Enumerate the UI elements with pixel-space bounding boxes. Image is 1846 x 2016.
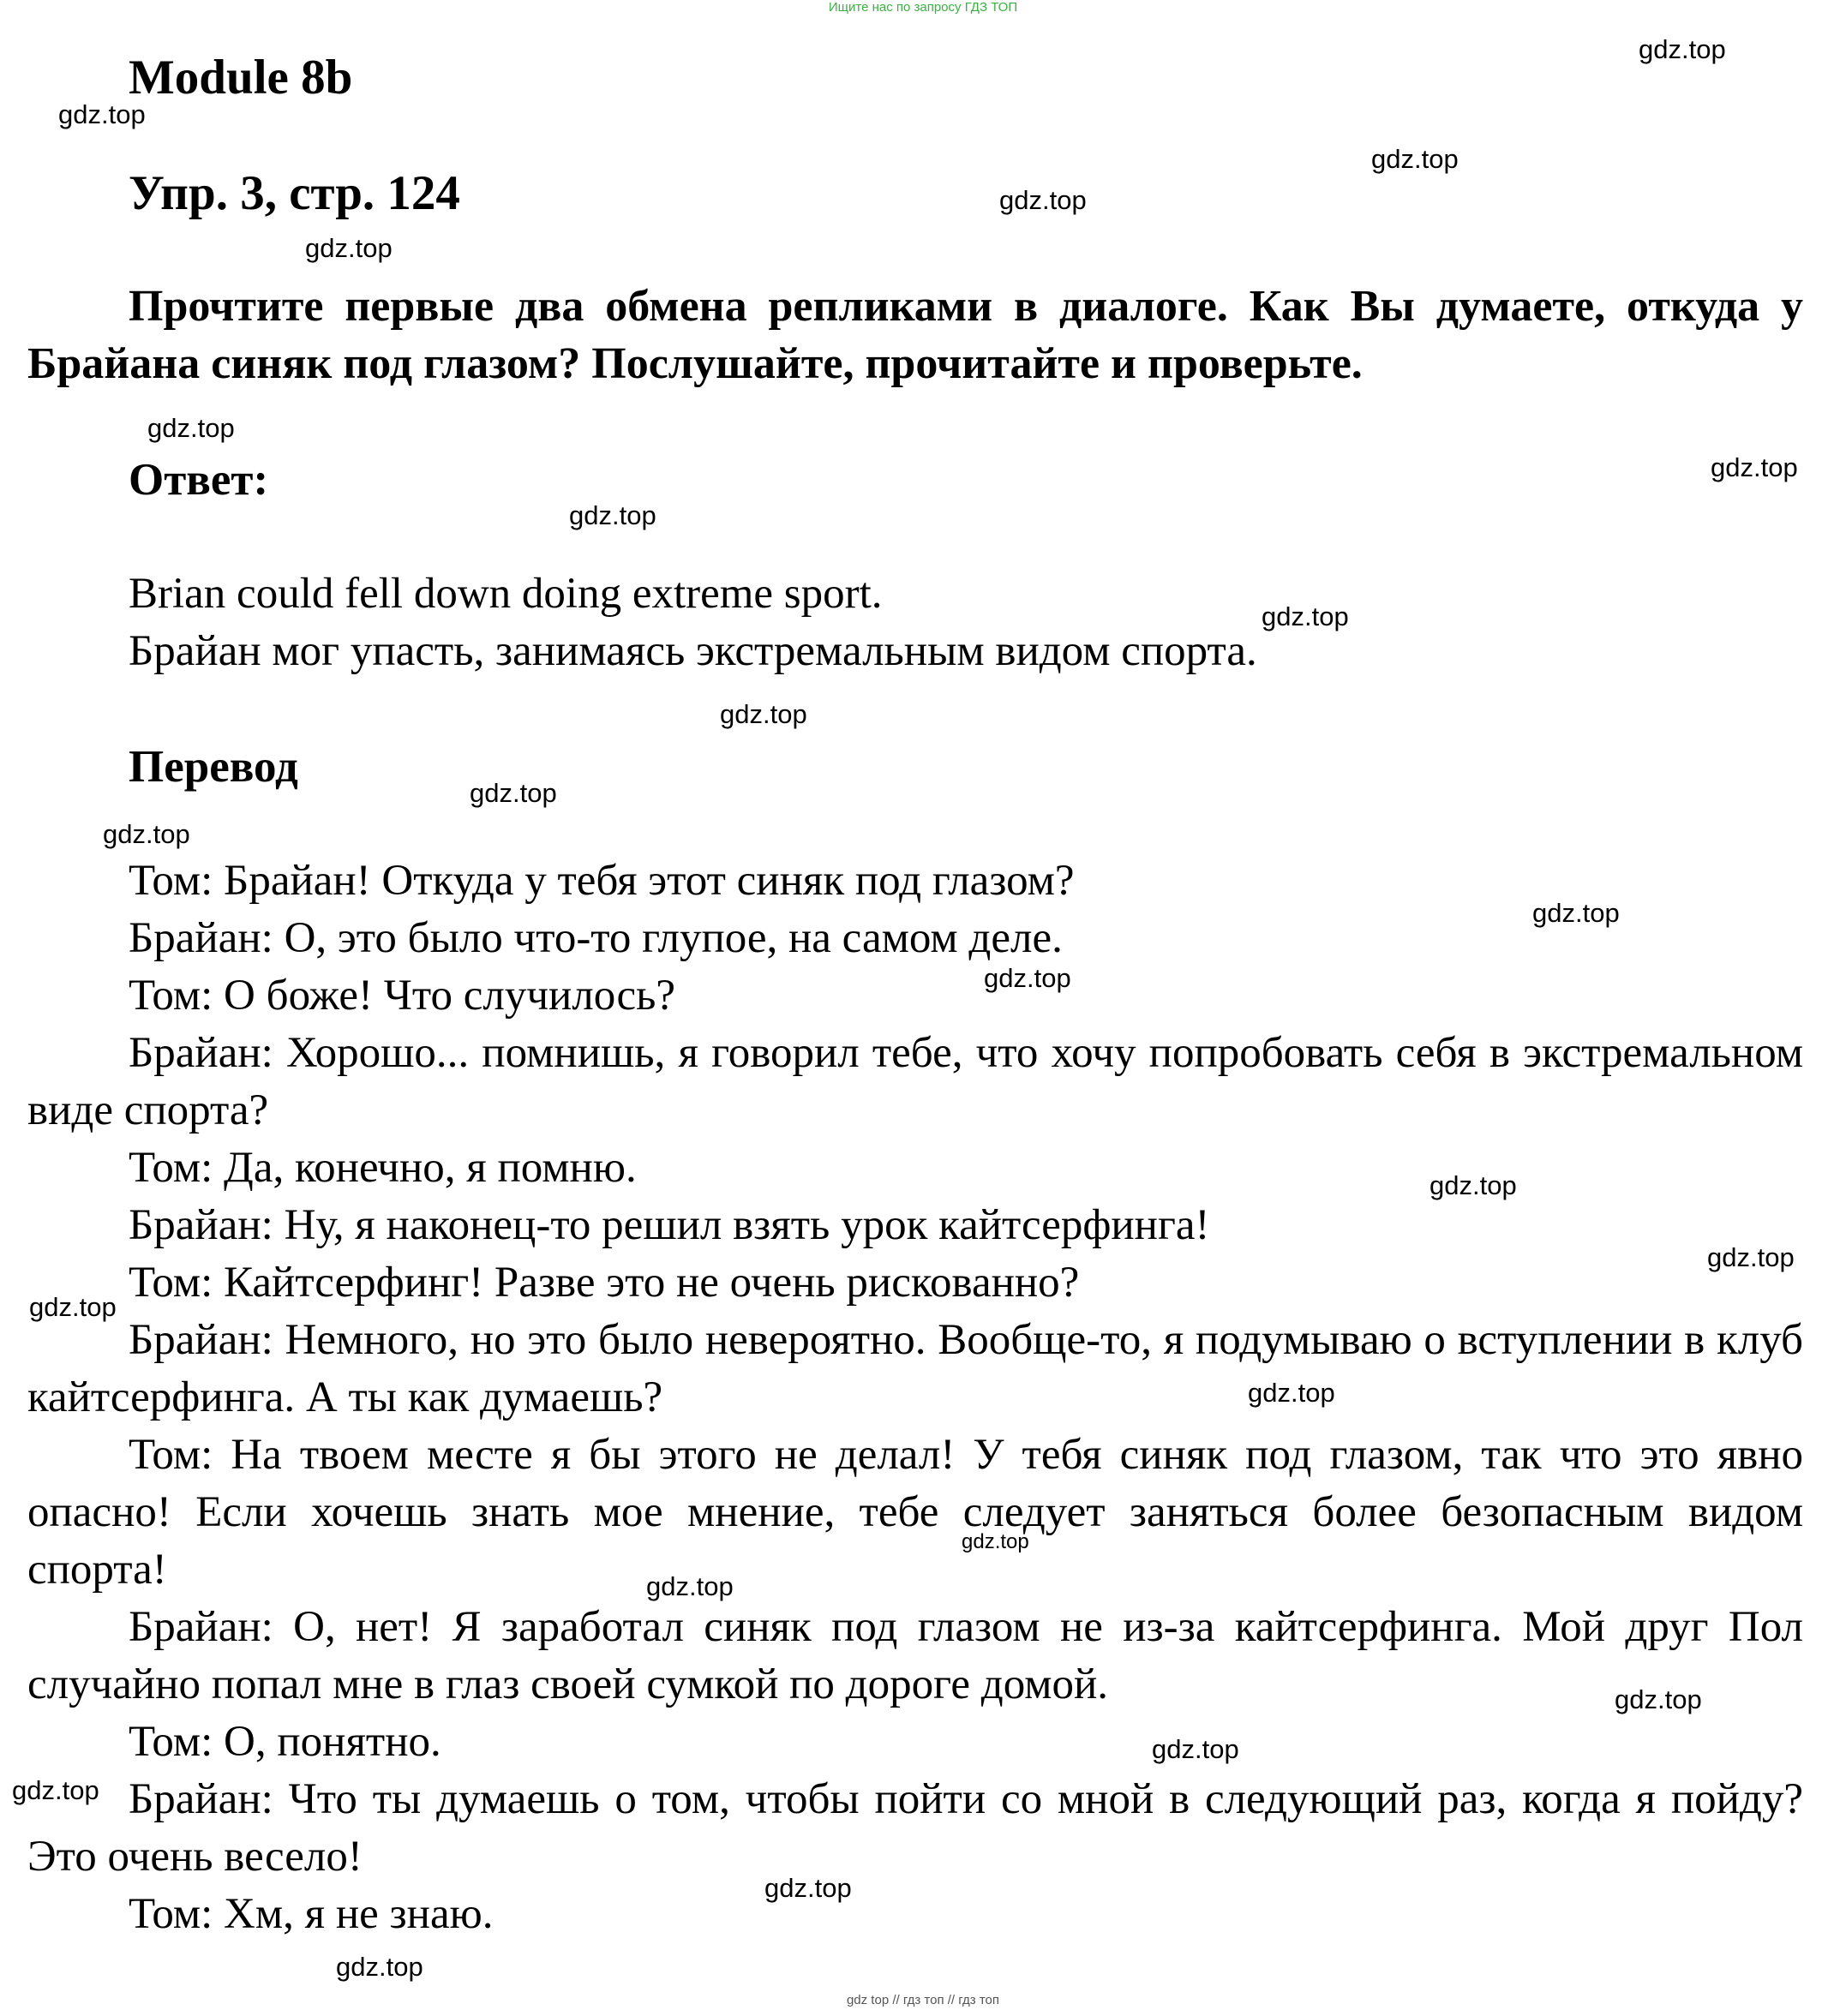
answer-text bbox=[27, 565, 1803, 680]
answer-line-english: Brian could fell down doing extreme sport. bbox=[129, 570, 883, 618]
watermark: gdz.top bbox=[1262, 601, 1349, 631]
watermark: gdz.top bbox=[764, 1873, 852, 1903]
top-banner[interactable]: Ищите нас по запросу ГДЗ ТОП bbox=[828, 0, 1018, 15]
dialog-line: Том: О боже! Что случилось? bbox=[129, 972, 676, 1020]
watermark: gdz.top bbox=[646, 1571, 734, 1601]
dialog-line: Том: На твоем месте я бы этого не делал! У тебя синяк под глазом, так что это явно опасно! Если хочешь знать мое мнение, тебе следует заняться более безопасным видом спорта! bbox=[27, 1431, 1803, 1594]
dialog-line: Том: Брайан! Откуда у тебя этот синяк под глазом? bbox=[129, 857, 1075, 905]
watermark: gdz.top bbox=[569, 500, 656, 530]
watermark: gdz.top bbox=[1152, 1734, 1239, 1764]
dialog-line: Брайан: Что ты думаешь о том, чтобы пойти со мной в следующий раз, когда я пойду? Это очень весело! bbox=[27, 1775, 1803, 1881]
exercise-reference: Упр. 3, стр. 124 bbox=[129, 166, 460, 220]
watermark: gdz.top bbox=[336, 1952, 423, 1982]
watermark: gdz.top bbox=[1711, 452, 1798, 482]
watermark: gdz.top bbox=[984, 963, 1071, 993]
watermark: gdz.top bbox=[12, 1775, 99, 1805]
bottom-banner[interactable]: gdz top // гдз топ // гдз топ bbox=[846, 1993, 1000, 2007]
answer-heading: Ответ: bbox=[129, 455, 269, 505]
watermark: gdz.top bbox=[103, 819, 190, 849]
dialog-line: Том: Да, конечно, я помню. bbox=[129, 1144, 637, 1192]
watermark: gdz.top bbox=[999, 185, 1087, 215]
watermark: gdz.top bbox=[1707, 1242, 1795, 1272]
watermark: gdz.top bbox=[1248, 1378, 1335, 1408]
watermark: gdz.top bbox=[1429, 1170, 1517, 1200]
watermark: gdz.top bbox=[1639, 34, 1726, 64]
watermark: gdz.top bbox=[305, 233, 393, 263]
watermark: gdz.top bbox=[58, 99, 146, 129]
dialog-line: Том: О, понятно. bbox=[129, 1718, 441, 1766]
watermark: gdz.top bbox=[29, 1292, 117, 1322]
answer-line-russian: Брайан мог упасть, занимаясь экстремальным видом спорта. bbox=[129, 627, 1257, 675]
dialog-line: Брайан: Немного, но это было невероятно. Вообще-то, я подумываю о вступлении в клуб кайтсерфинга. А ты как думаешь? bbox=[27, 1316, 1803, 1421]
dialog-line: Брайан: Хорошо... помнишь, я говорил тебе, что хочу попробовать себя в экстремальном виде спорта? bbox=[27, 1029, 1803, 1134]
watermark: gdz.top bbox=[1532, 898, 1620, 928]
watermark: gdz.top bbox=[962, 1530, 1029, 1553]
watermark: gdz.top bbox=[470, 778, 557, 808]
dialog-line: Брайан: О, это было что-то глупое, на самом деле. bbox=[129, 914, 1063, 962]
dialog-line: Брайан: Ну, я наконец-то решил взять урок кайтсерфинга! bbox=[129, 1201, 1210, 1249]
watermark: gdz.top bbox=[720, 699, 807, 729]
task-instruction: Прочтите первые два обмена репликами в диалоге. Как Вы думаете, откуда у Брайана синяк под глазом? Послушайте, прочитайте и проверьте. bbox=[27, 282, 1803, 388]
translation-heading: Перевод bbox=[129, 742, 298, 792]
dialog-translation bbox=[27, 852, 1803, 1943]
dialog-line: Том: Хм, я не знаю. bbox=[129, 1890, 494, 1938]
dialog-line: Том: Кайтсерфинг! Разве это не очень рискованно? bbox=[129, 1259, 1080, 1307]
dialog-line: Брайан: О, нет! Я заработал синяк под глазом не из-за кайтсерфинга. Мой друг Пол случайно попал мне в глаз своей сумкой по дороге домой. bbox=[27, 1603, 1803, 1708]
watermark: gdz.top bbox=[1371, 144, 1459, 174]
watermark: gdz.top bbox=[147, 413, 235, 443]
module-title: Module 8b bbox=[129, 51, 353, 105]
watermark: gdz.top bbox=[1615, 1684, 1702, 1714]
